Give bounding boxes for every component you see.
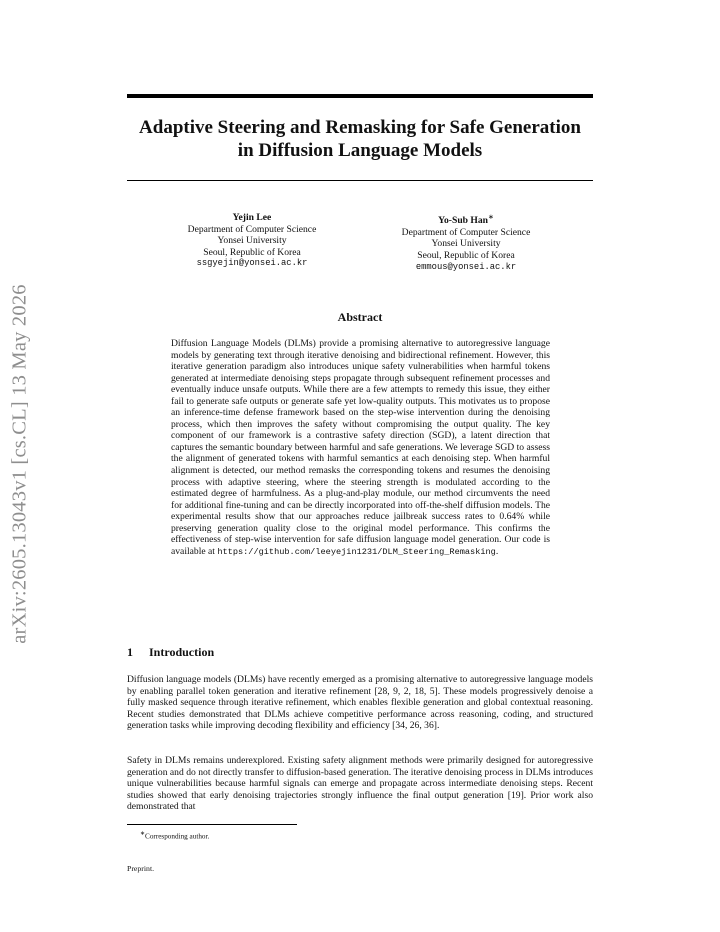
title-line-2: in Diffusion Language Models [237,140,483,161]
section-heading-introduction [127,645,214,660]
abstract-heading: Abstract [337,310,383,324]
intro-paragraph-1: Diffusion language models (DLMs) have recently emerged as a promising alternative to autoregressive language models by enabling parallel token generation and iterative refinement [28, 9, 2, 18, 5]. These models progressively denoise a fully masked sequence through iterative refinement, which enables flexible generation and global contextual reasoning. Recent studies demonstrated that DLMs achieve competitive performance across reasoning, coding, and structured generation tasks while improving decoding flexibility and efficiency [34, 26, 36]. [127,674,593,731]
abstract-end: . [495,545,499,557]
code-repository-link[interactable]: https://github.com/leeyejin1231/DLM_Steering_Remasking [217,546,496,557]
author-email: emmous@yonsei.ac.kr [415,261,517,272]
title-bottom-rule [127,180,593,181]
section-number: 1 [127,645,133,659]
footnote-text: Corresponding author. [145,832,210,841]
preprint-footer: Preprint. [127,864,155,873]
paper-title [110,116,610,162]
author-name: Yejin Lee [232,212,272,223]
abstract-text: Diffusion Language Models (DLMs) provide a promising alternative to autoregressive language models by generating text through iterative denoising and bidirectional refinement. However, this iterative generation paradigm also introduces unique safety vulnerabilities when harmful tokens generated at intermediate denoising steps propagate through subsequent refinement processes and eventually induce unsafe outputs. While there are a few attempts to remedy this issue, they either fail to generate safe outputs or generate safe yet low-quality outputs. This motivates us to propose an inference-time defense framework based on the step-wise intervention during the denoising process, which then improves the safety without compromising the output quality. The key component of our framework is a contrastive safety direction (SGD), a latent direction that captures the semantic boundary between harmful and safe generations. We leverage SGD to assess the alignment of generated tokens with harmful semantics at each denoising step. When harmful alignment is detected, our method remasks the corresponding tokens and resumes the denoising process with adaptive steering, where the steering strength is modulated according to the estimated degree of harmfulness. As a plug-and-play module, our method circumvents the need for additional fine-tuning and can be directly incorporated into off-the-shelf diffusion models. The experimental results show that our approaches reduce jailbreak success rates to 0.64% while preserving generation quality close to the original model performance. This confirms the effectiveness of step-wise intervention for safe diffusion language model generation. Our code is available at [171,338,550,557]
footnote-mark: ∗ [140,831,146,837]
author-name: Yo-Sub Han∗ [438,213,494,227]
author-university: Yonsei University [431,238,501,250]
author-block-1 [157,212,347,270]
section-title: Introduction [149,645,215,659]
intro-paragraph-2: Safety in DLMs remains underexplored. Existing safety alignment methods were primarily designed for autoregressive generation and do not directly transfer to diffusion-based generation. The iterative denoising process in DLMs introduces unique vulnerabilities because harmful signals can emerge and propagate across intermediate denoising steps. Recent studies showed that early denoising trajectories strongly influence the final output generation [19]. Prior work also demonstrated that [127,755,593,812]
abstract-body [171,338,550,558]
arxiv-identifier: arXiv:2605.13043v1 [cs.CL] 13 May 2026 [8,284,31,644]
footnote [140,830,209,840]
author-location: Seoul, Republic of Korea [417,249,515,261]
corresponding-author-mark: ∗ [487,213,494,221]
title-top-rule [127,94,593,98]
author-email: ssgyejin@yonsei.ac.kr [196,258,308,269]
author-location: Seoul, Republic of Korea [203,246,301,258]
author-department: Department of Computer Science [187,223,317,235]
author-block-2 [371,212,561,273]
title-line-1: Adaptive Steering and Remasking for Safe Generation [139,117,581,138]
author-university: Yonsei University [217,235,287,247]
footnote-rule [127,824,297,825]
author-department: Department of Computer Science [401,226,531,238]
